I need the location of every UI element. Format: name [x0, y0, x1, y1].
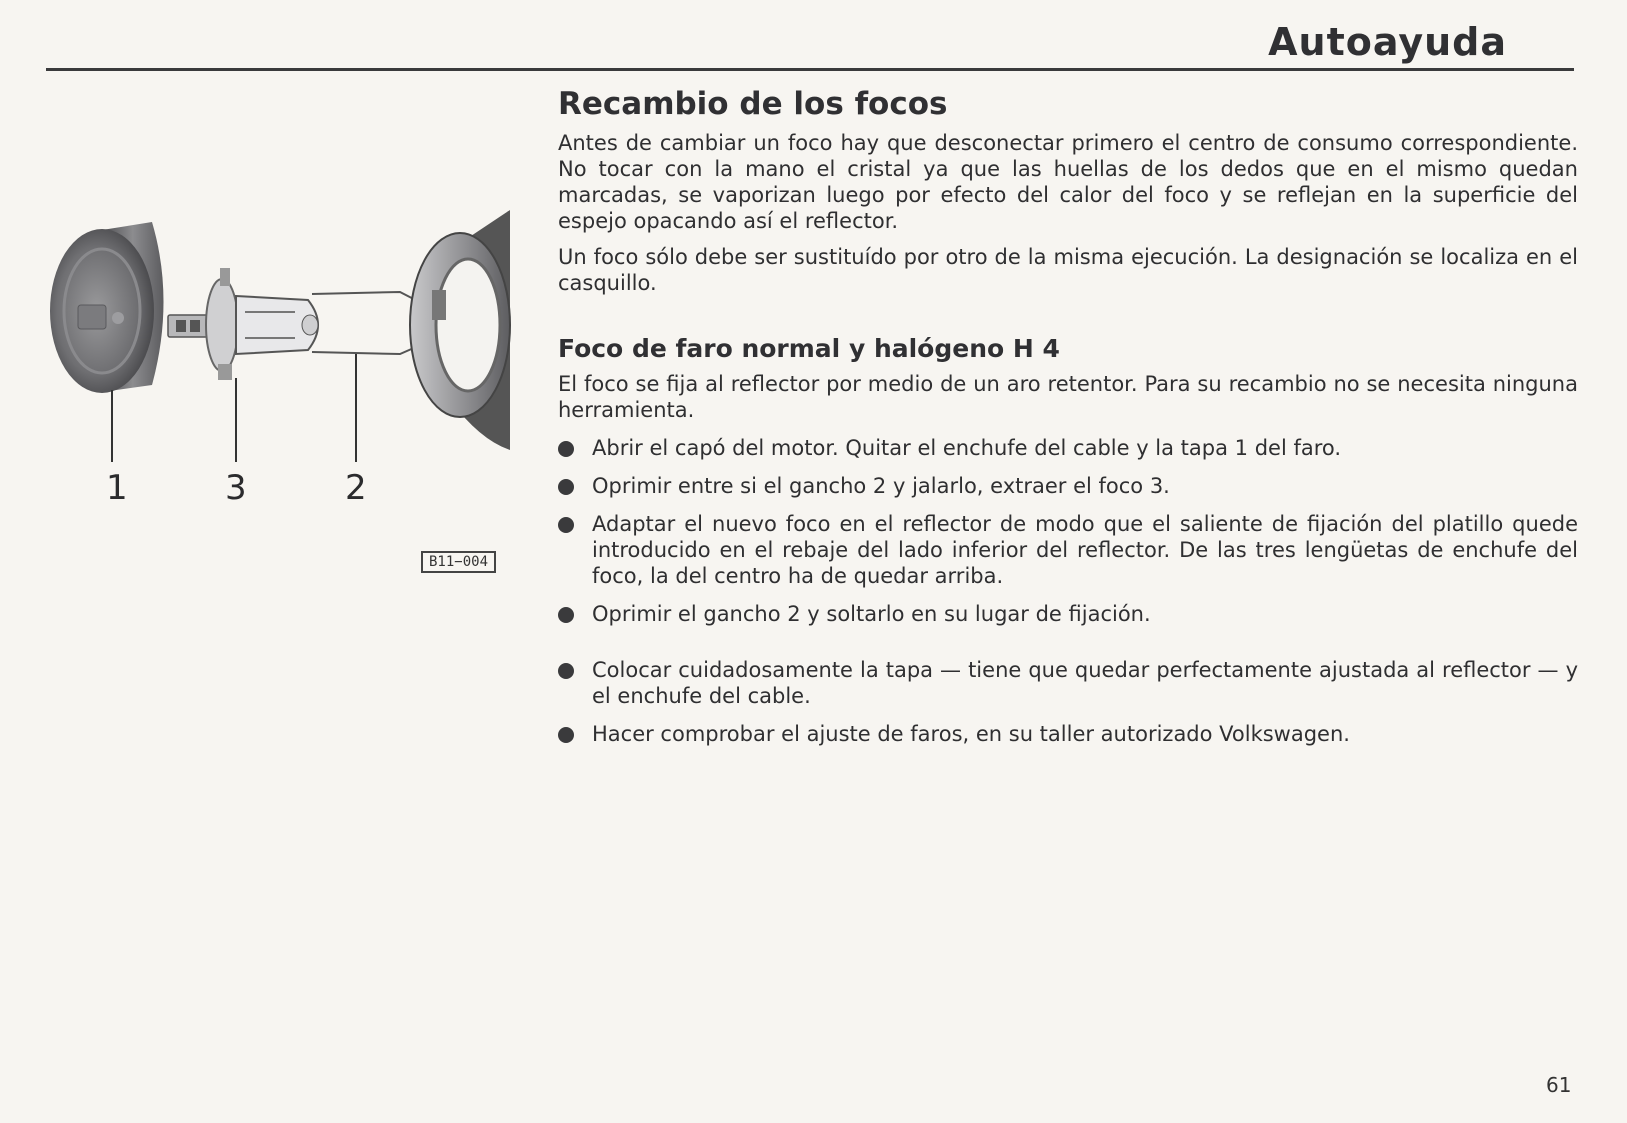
- step-text: Hacer comprobar el ajuste de faros, en su taller autorizado Volkswagen.: [592, 722, 1350, 746]
- step-item: [558, 473, 1578, 499]
- bullet-icon: [558, 663, 574, 679]
- step-text: Abrir el capó del motor. Quitar el enchufe del cable y la tapa 1 del faro.: [592, 436, 1342, 460]
- step-text: Adaptar el nuevo foco en el reflector de modo que el saliente de fijación del platillo quede introducido en el rebaje del lado inferior del reflector. De las tres lengüetas de enchufe del foco, la del centro ha de quedar arriba.: [592, 512, 1578, 588]
- section-title: Recambio de los focos: [558, 86, 948, 122]
- subsection-intro: El foco se fija al reflector por medio de un aro retentor. Para su recambio no se necesita ninguna herramienta.: [558, 372, 1578, 422]
- bullet-icon: [558, 607, 574, 623]
- bullet-icon: [558, 517, 574, 533]
- section-paragraph-1: Antes de cambiar un foco hay que desconectar primero el centro de consumo correspondiente. No tocar con la mano el cristal ya que las huellas de los dedos que en el mismo quedan marcadas, se vaporizan luego por efecto del calor del foco y se reflejan en la superficie del espejo opacando así el reflector.: [558, 131, 1578, 233]
- step-text: Oprimir entre si el gancho 2 y jalarlo, extraer el foco 3.: [592, 474, 1170, 498]
- callout-label-3: 3: [225, 468, 247, 508]
- page-number: 61: [1546, 1073, 1572, 1097]
- bullet-icon: [558, 727, 574, 743]
- figure-code-label: B11−004: [421, 551, 496, 573]
- step-item: [558, 511, 1578, 589]
- cover-cap-part: [50, 222, 164, 393]
- exploded-view-drawing: [40, 200, 540, 600]
- step-item: [558, 435, 1578, 461]
- header-rule: [46, 68, 1574, 71]
- step-text: Oprimir el gancho 2 y soltarlo en su lugar de fijación.: [592, 602, 1151, 626]
- page-header-title: Autoayuda: [1268, 20, 1507, 64]
- reflector-housing-part: [410, 210, 510, 450]
- callout-label-2: 2: [345, 468, 367, 508]
- main-content: [558, 86, 1578, 759]
- headlight-bulb-illustration: [40, 200, 540, 600]
- callout-label-1: 1: [106, 468, 128, 508]
- subsection-title: Foco de faro normal y halógeno H 4: [558, 334, 1060, 363]
- section-paragraph-2: Un foco sólo debe ser sustituído por otro de la misma ejecución. La designación se localiza en el casquillo.: [558, 245, 1578, 295]
- halogen-bulb-part: [168, 268, 318, 380]
- step-item: [558, 721, 1578, 747]
- steps-list: [558, 435, 1578, 747]
- bullet-icon: [558, 441, 574, 457]
- step-item: [558, 601, 1578, 627]
- bullet-icon: [558, 479, 574, 495]
- step-item: [558, 657, 1578, 709]
- step-text: Colocar cuidadosamente la tapa — tiene que quedar perfectamente ajustada al reflector — y el enchufe del cable.: [592, 658, 1578, 708]
